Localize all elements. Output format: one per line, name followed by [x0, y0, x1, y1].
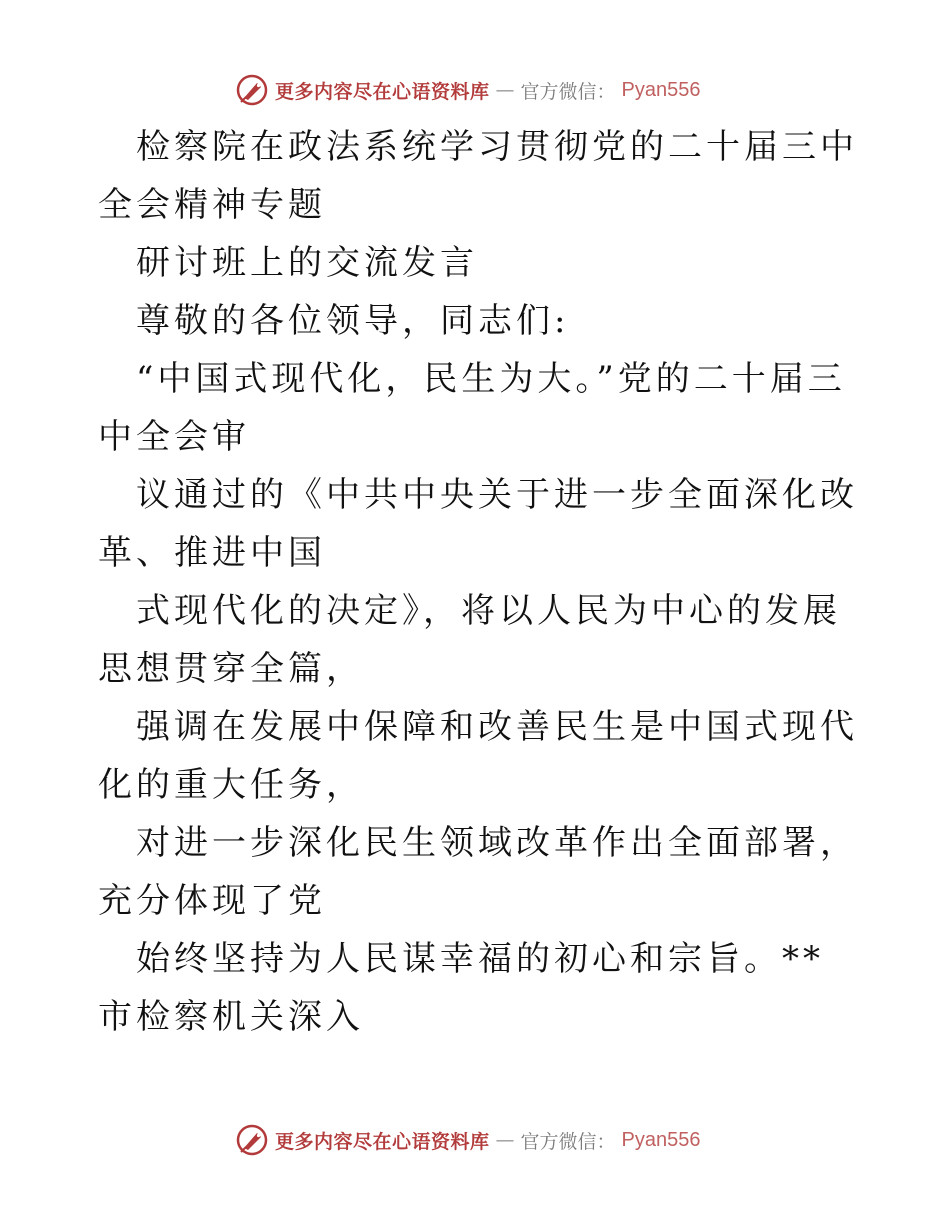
watermark-dash: — [495, 1129, 515, 1151]
pen-nib-logo-icon [235, 1123, 269, 1157]
paragraph: 议通过的《中共中央关于进一步全面深化改革、推进中国 [98, 475, 858, 573]
watermark-text: 更多内容尽在心语资料库 [275, 1130, 490, 1153]
header-watermark [235, 72, 701, 108]
watermark-text: 更多内容尽在心语资料库 [275, 80, 490, 103]
paragraph-title: 检察院在政法系统学习贯彻党的二十届三中全会精神专题 [98, 127, 858, 225]
paragraph: “中国式现代化，民生为大。”党的二十届三中全会审 [98, 359, 846, 457]
paragraph: 强调在发展中保障和改善民生是中国式现代化的重大任务， [98, 707, 858, 805]
paragraph-salutation: 尊敬的各位领导，同志们: [136, 301, 570, 341]
document-body [98, 118, 858, 1046]
watermark-id: Pyan556 [621, 1128, 701, 1151]
paragraph-subtitle: 研讨班上的交流发言 [136, 243, 478, 283]
watermark-id: Pyan556 [621, 78, 701, 101]
pen-nib-logo-icon [235, 73, 269, 107]
watermark-dash: — [495, 79, 515, 101]
watermark-label: 官方微信： [520, 80, 616, 103]
paragraph: 式现代化的决定》，将以人民为中心的发展思想贯穿全篇， [98, 591, 841, 689]
paragraph: 始终坚持为人民谋幸福的初心和宗旨。**市检察机关深入 [98, 939, 824, 1037]
paragraph: 对进一步深化民生领域改革作出全面部署，充分体现了党 [98, 823, 858, 921]
footer-watermark [235, 1122, 701, 1158]
watermark-label: 官方微信： [520, 1130, 616, 1153]
